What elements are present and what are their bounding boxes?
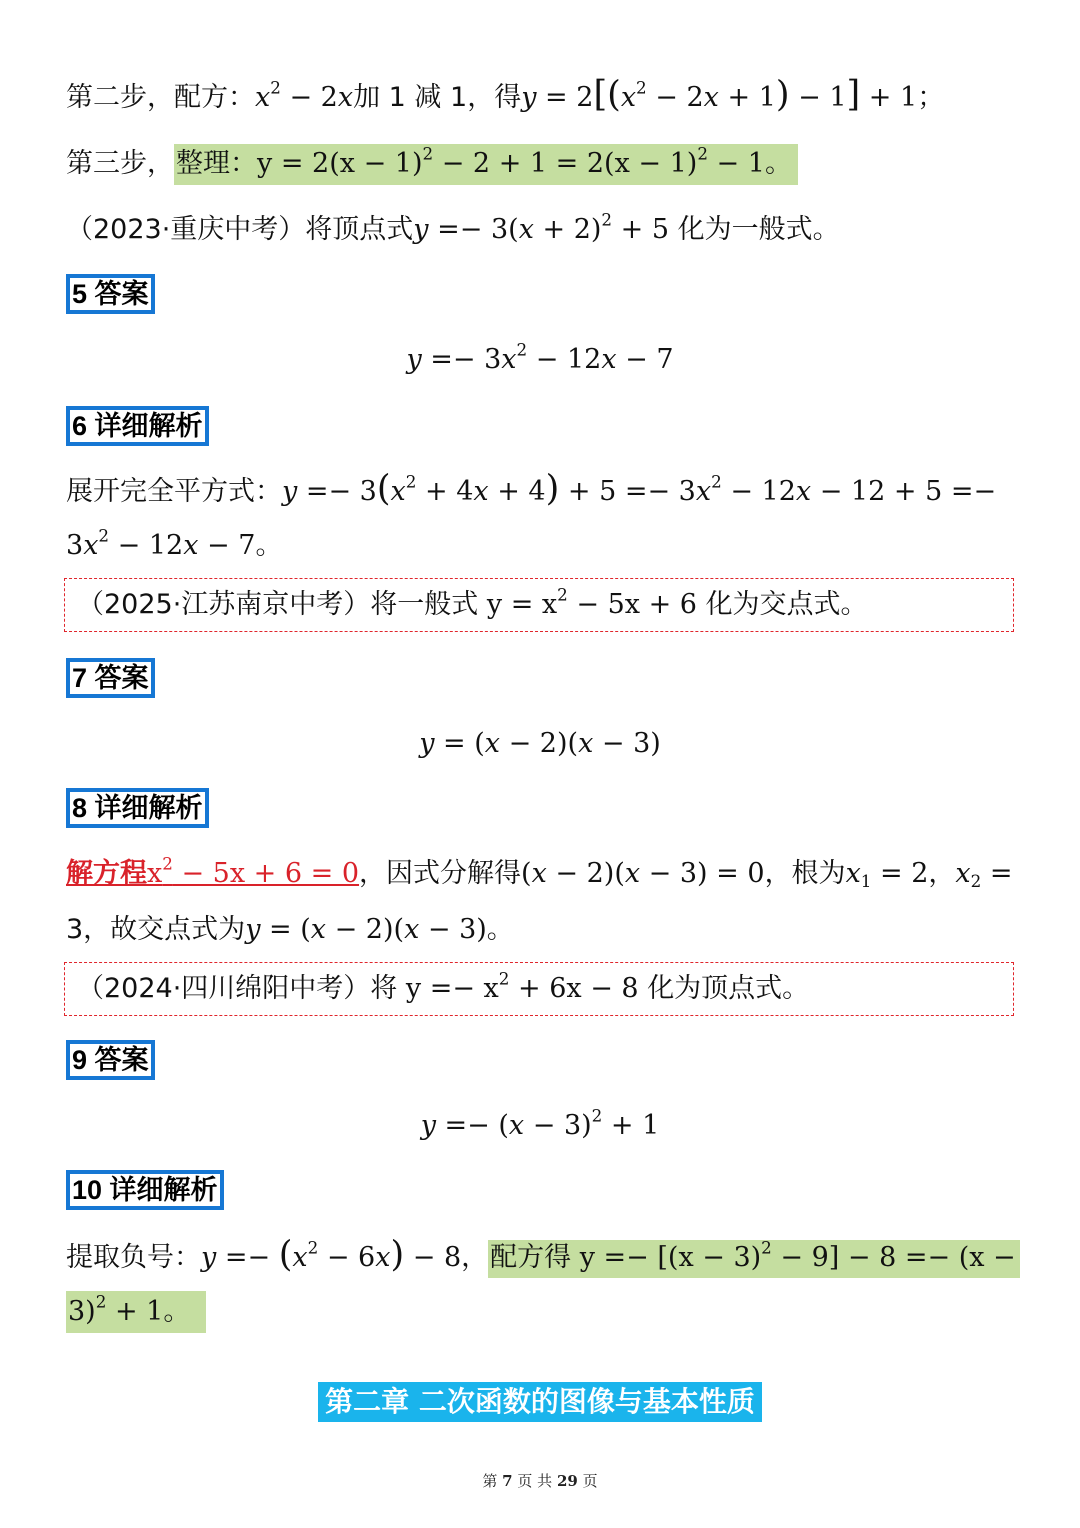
chapter-title: 第二章 二次函数的图像与基本性质 <box>318 1382 762 1422</box>
ans6-math-a: $y =- 3(x^2 + 4x + 4) + 5 =- 3x^2 - 12x - 12 + 5$ =− <box>282 468 997 509</box>
answer-9-formula: $y =- (x - 3)^2 + 1$ <box>420 1105 660 1141</box>
ans8-result: y = (x − 2)(x − 3) <box>245 914 487 945</box>
question-2025-box <box>64 578 1014 632</box>
analysis-6-line1 <box>66 470 996 514</box>
ans6-math-b: $3x^2 - 12x - 7$ <box>66 525 256 561</box>
ans8-root2: $x_2$ = <box>955 858 1013 892</box>
ans8-roots-label: ，根为 <box>764 858 846 889</box>
ans6-label: 展开完全平方式： <box>66 476 282 507</box>
analysis-8-line1: 解方程$x^2 - 5x + 6 = 0$，因式分解得(x − 2)(x − 3) = 0，根为$x_1 = 2$，$x_2$ = <box>66 853 1013 892</box>
page-number: 7 <box>502 1472 513 1490</box>
tag-answer-9: 9 答案 <box>66 1040 155 1080</box>
q4-math: $y =- 3(x + 2)^2 + 5$ <box>413 209 678 245</box>
page-footer: 第 7 页 共 29 页 <box>482 1472 598 1490</box>
q8-source: （2025·江苏南京中考）将一般式 <box>77 589 479 620</box>
tag-analysis-10: 10 详细解析 <box>66 1170 224 1210</box>
ans10-highlight-2: 3)$^2$ + 1。 <box>66 1291 206 1333</box>
q8-math: $y = x^2 - 5x + 6$ <box>478 584 706 620</box>
question-2024-box <box>64 962 1014 1016</box>
tag-answer-5: 5 答案 <box>66 274 155 314</box>
ans8-root1: $x_1 = 2$ <box>845 858 929 892</box>
step2-mid: 加 1 减 1，得 <box>353 82 522 113</box>
ans8-equation: $x^2 - 5x + 6 = 0$ <box>147 853 360 889</box>
analysis-6-line2: $3x^2 - 12x - 7$。 <box>66 525 283 561</box>
ans8-mid: ，因式分解得 <box>359 858 522 889</box>
step3-text: 整理： <box>176 148 257 179</box>
tag-answer-7: 7 答案 <box>66 658 155 698</box>
q4-source: （2023·重庆中考）将顶点式 <box>66 214 414 245</box>
question-2023 <box>66 208 840 252</box>
analysis-10-line1: 提取负号：$y =- (x^2 - 6x) - 8$，配方得 $y =- [(x - 3)^2 - 9] - 8 =- (x$ − <box>66 1236 1020 1280</box>
step2-math-b: $y = 2[(x^2 - 2x + 1) - 1] + 1$ <box>521 74 918 115</box>
ans10-math-a: $y =- (x^2 - 6x) - 8$ <box>201 1234 462 1275</box>
ans8-factor: (x − 2)(x − 3) = 0 <box>521 858 765 889</box>
q10-suffix: 化为顶点式。 <box>647 973 810 1004</box>
ans8-line2-prefix: 3，故交点式为 <box>66 914 246 945</box>
step2-label: 第二步，配方： <box>66 82 255 113</box>
q10-math: $y =- x^2 + 6x - 8$ <box>397 968 648 1004</box>
ans8-label: 解方程 <box>66 858 147 889</box>
total-pages: 29 <box>556 1472 578 1490</box>
step3-math: $y = 2(x - 1)^2 - 2 + 1 = 2(x - 1)^2 - 1$ <box>257 143 765 179</box>
step3-label: 第三步， <box>66 148 174 179</box>
answer-5-formula: $y =- 3x^2 - 12x - 7$ <box>406 339 674 375</box>
q8-suffix: 化为交点式。 <box>705 589 868 620</box>
analysis-10-line2 <box>66 1290 206 1334</box>
step2-math-a: $x^2 - 2x$ <box>255 77 354 113</box>
step2-semicolon: ； <box>917 82 945 113</box>
q4-suffix: 化为一般式。 <box>677 214 840 245</box>
tag-analysis-8: 8 详细解析 <box>66 788 209 828</box>
ans10-math-b: $y =- [(x - 3)^2 - 9] - 8 =- (x$ − <box>571 1237 1016 1273</box>
ans10-label: 提取负号： <box>66 1242 201 1273</box>
step3-line <box>66 142 798 186</box>
answer-7-formula: y = (x − 2)(x − 3) <box>419 728 661 759</box>
ans10-math-c: 3)$^2$ + 1 <box>68 1291 164 1327</box>
step3-highlight: 整理：$y = 2(x - 1)^2 - 2 + 1 = 2(x - 1)^2 - 1$。 <box>174 144 798 185</box>
analysis-8-line2: 3，故交点式为y = (x − 2)(x − 3)。 <box>66 914 514 945</box>
q10-source: （2024·四川绵阳中考）将 <box>77 973 398 1004</box>
tag-analysis-6: 6 详细解析 <box>66 406 209 446</box>
ans10-hl-text: 配方得 <box>490 1242 572 1273</box>
step2-line <box>66 76 944 120</box>
